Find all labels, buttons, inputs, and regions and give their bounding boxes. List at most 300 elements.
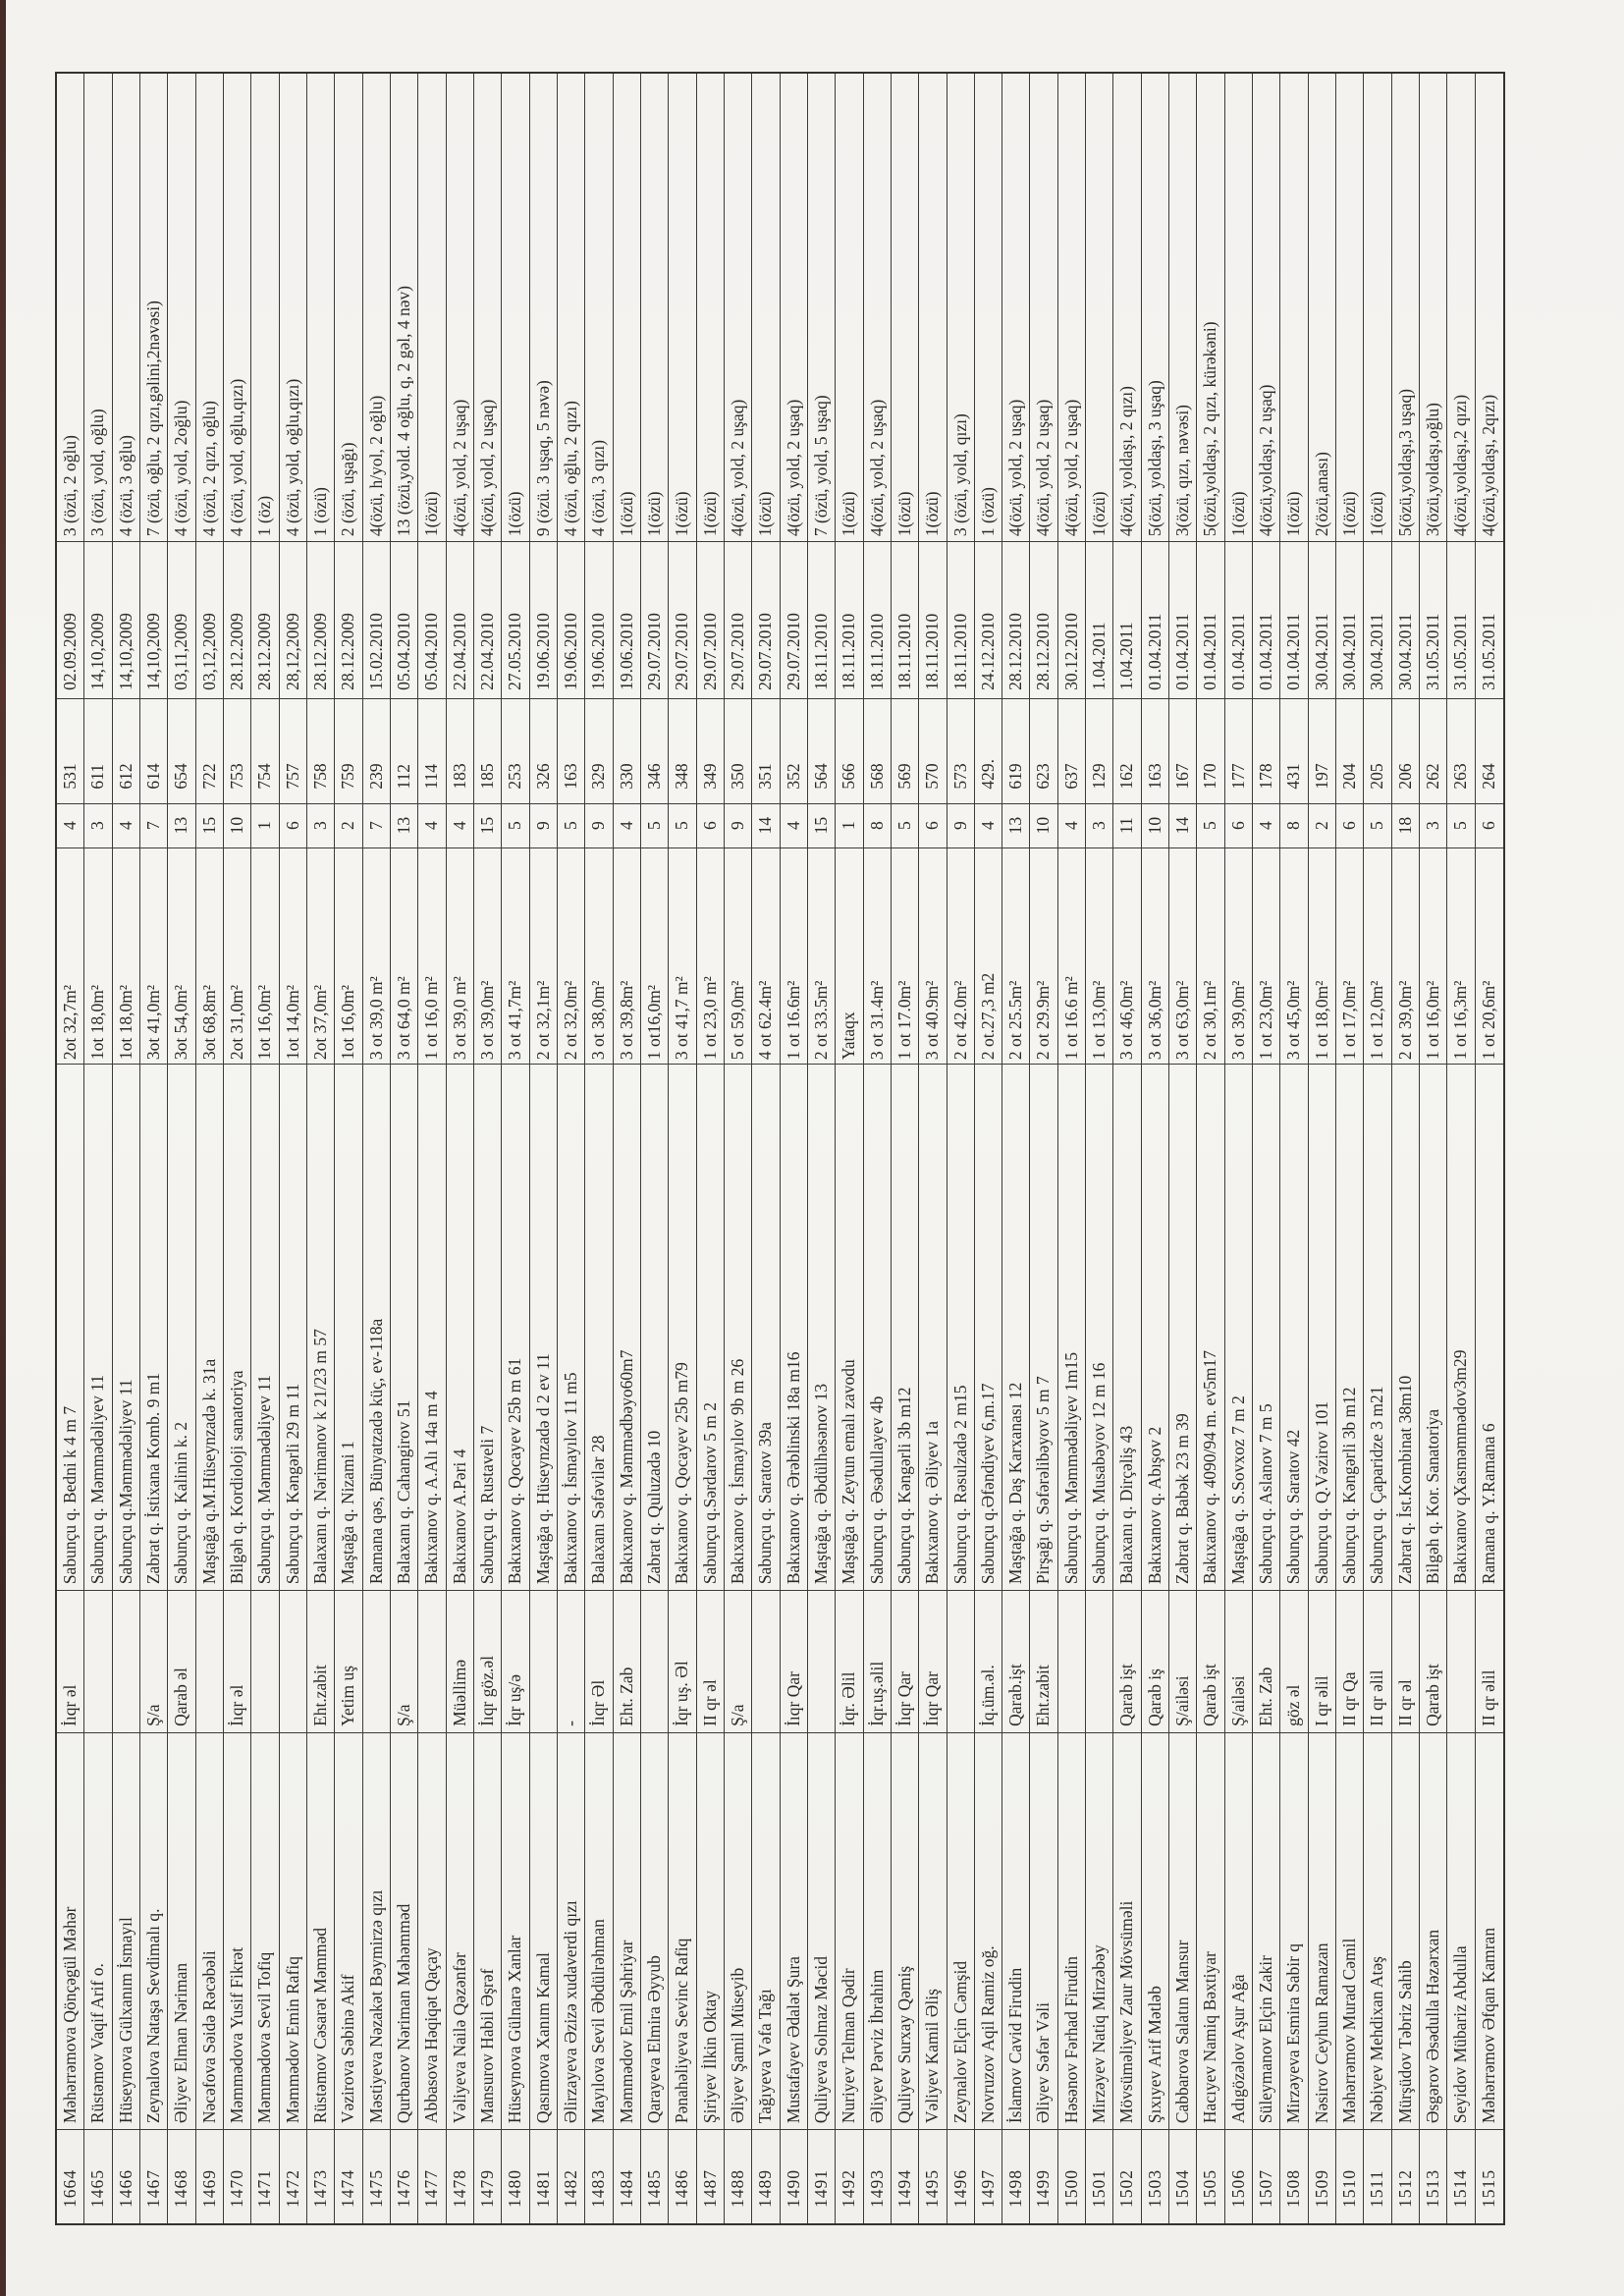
cell-area: 3 ot 41,7 m² — [669, 847, 695, 1065]
cell-n1: 3 — [1420, 803, 1446, 847]
cell-no: 1475 — [363, 2129, 390, 2223]
table-row — [251, 74, 279, 2223]
cell-family: 4(özü, yold, 2 uşaq) — [1005, 399, 1026, 537]
cell-date: 31.05.2011 — [1476, 541, 1503, 698]
cell-name: Pənahəliyeva Sevinc Rafiq — [669, 1732, 695, 2129]
scan-edge-shadow — [0, 0, 6, 2296]
cell-area: 1 ot 23,0 m² — [697, 847, 724, 1065]
cell-n1: 14 — [752, 803, 779, 847]
cell-family: 1(özü) — [755, 491, 776, 537]
cell-address: Maştağa q. Zeytun emalı zavodu — [836, 1064, 862, 1590]
cell-n2: 348 — [669, 698, 695, 803]
cell-address: Sabunçu q. Məmmədəliyev 11 — [251, 1064, 278, 1590]
cell-address: Bakıxanov q. İsmayılov 9b m 26 — [725, 1064, 751, 1590]
cell-name: Hüseynova Gülxanım İsmayıl — [113, 1732, 139, 2129]
cell-n1: 5 — [502, 803, 528, 847]
cell-n1: 15 — [196, 803, 223, 847]
cell-n1: 3 — [1086, 803, 1112, 847]
cell-area: 1ot 18,0m² — [113, 847, 139, 1065]
cell-category: II qr əl — [1392, 1590, 1419, 1732]
cell-category: Qarab əl — [168, 1590, 194, 1732]
cell-address: Sabunçu q.Əfəndiyev 6,m.17 — [975, 1064, 1001, 1590]
table-row — [1447, 74, 1475, 2223]
cell-date: 14,10,2009 — [84, 541, 111, 698]
cell-date: 28.12.2009 — [224, 541, 250, 698]
cell-family: 5(özü,yoldaşı, 2 qızı, kürəkəni) — [1200, 321, 1220, 537]
table-row — [1142, 74, 1169, 2223]
cell-area: 1 ot 16,3m² — [1447, 847, 1474, 1065]
cell-date: 1.04.2011 — [1086, 541, 1112, 698]
cell-address: Balaxanı q. Dirçəliş 43 — [1113, 1064, 1140, 1590]
cell-n1: 14 — [1169, 803, 1196, 847]
cell-date: 27.05.2010 — [502, 541, 528, 698]
cell-n1: 7 — [363, 803, 390, 847]
cell-family: 1 (özü) — [977, 487, 998, 537]
cell-date: 05.04.2010 — [418, 541, 445, 698]
cell-n2: 637 — [1058, 698, 1085, 803]
cell-date: 28.12.2009 — [335, 541, 361, 698]
cell-category: Qarab işt — [1420, 1590, 1446, 1732]
cell-n2: 431 — [1280, 698, 1307, 803]
cell-n1: 2 — [1309, 803, 1335, 847]
table-row — [808, 74, 836, 2223]
table-row — [836, 74, 863, 2223]
cell-n2: 611 — [84, 698, 111, 803]
table-row — [585, 74, 613, 2223]
cell-family: 4 (özü, 3 qızı) — [588, 439, 609, 537]
table-row — [1420, 74, 1447, 2223]
cell-n1: 5 — [1447, 803, 1474, 847]
cell-no: 1474 — [335, 2129, 361, 2223]
cell-area: 3 ot 64,0 m² — [391, 847, 417, 1065]
cell-name: Mövsüməliyev Zaur Mövsüməli — [1113, 1732, 1140, 2129]
cell-date: 29.07.2010 — [697, 541, 724, 698]
cell-category — [752, 1590, 779, 1732]
cell-category — [251, 1590, 278, 1732]
cell-family: 1(özü) — [1089, 491, 1110, 537]
cell-n1: 4 — [418, 803, 445, 847]
cell-name: Rüstəmov Cəsarət Məmməd — [307, 1732, 334, 2129]
cell-name: Süleymanov Elçin Zakir — [1253, 1732, 1279, 2129]
cell-date: 18.11.2010 — [892, 541, 918, 698]
cell-address: Sabunçu q. Çaparidze 3 m21 — [1364, 1064, 1390, 1590]
table-row — [752, 74, 780, 2223]
cell-name: Mustafayev Ədalət Şura — [781, 1732, 807, 2129]
cell-area: 5 ot 59,0m² — [725, 847, 751, 1065]
cell-no: 1472 — [280, 2129, 306, 2223]
table-row — [113, 74, 140, 2223]
cell-area: 1 ot 13,0m² — [1086, 847, 1112, 1065]
cell-n1: 1 — [836, 803, 862, 847]
cell-name: Şıxıyev Arif Mətləb — [1142, 1732, 1168, 2129]
cell-address: Sabunçu q.Məmmədəliyev 11 — [113, 1064, 139, 1590]
table-row — [196, 74, 224, 2223]
cell-address: Bakıxanov q. Abışov 2 — [1142, 1064, 1168, 1590]
cell-category: II qr əlil — [1364, 1590, 1390, 1732]
cell-category: İqr uş/ə — [502, 1590, 528, 1732]
cell-area: 2 ot 42.0m² — [947, 847, 974, 1065]
cell-name: Cabbarova Salatın Mansur — [1169, 1732, 1196, 2129]
cell-address: Sabunçu q. Bedni k 4 m 7 — [57, 1064, 83, 1590]
table-row — [84, 74, 112, 2223]
cell-name: Əliyev Elman Nəriman — [168, 1732, 194, 2129]
cell-category: Qarab işt — [1197, 1590, 1223, 1732]
cell-category: Ş/a — [391, 1590, 417, 1732]
cell-date: 01.04.2011 — [1197, 541, 1223, 698]
table-row — [1225, 74, 1253, 2223]
cell-family: 5(özü,yoldaşı,3 uşaq) — [1394, 388, 1415, 537]
cell-no: 1501 — [1086, 2129, 1112, 2223]
cell-no: 1511 — [1364, 2129, 1390, 2223]
cell-n2: 531 — [57, 698, 83, 803]
cell-address: Bakıxanov q. Məmmədbəyo60m7 — [614, 1064, 640, 1590]
cell-n2: 753 — [224, 698, 250, 803]
cell-name: Nəbiyev Mehdixan Atəş — [1364, 1732, 1390, 2129]
cell-area: 3 ot 38,0m² — [585, 847, 612, 1065]
cell-no: 1473 — [307, 2129, 334, 2223]
cell-name: İslamov Cavid Firudin — [1002, 1732, 1029, 2129]
cell-name: Qurbanov Nəriman Məhəmməd — [391, 1732, 417, 2129]
cell-name: Nəsirov Ceyhun Ramazan — [1309, 1732, 1335, 2129]
cell-n1: 5 — [1364, 803, 1390, 847]
cell-address: Balaxanı q. Nərimanov k 21/23 m 57 — [307, 1064, 334, 1590]
cell-family: 1(özü) — [421, 491, 442, 537]
cell-address: Zabrat q. İst.Kombinat 38m10 — [1392, 1064, 1419, 1590]
cell-name: Şiriyev İlkin Oktay — [697, 1732, 724, 2129]
cell-area: 3 ot 39,0 m² — [447, 847, 473, 1065]
cell-n2: 346 — [641, 698, 668, 803]
cell-n2: 167 — [1169, 698, 1196, 803]
cell-name: Mürşüdov Təbriz Sahib — [1392, 1732, 1419, 2129]
cell-category — [808, 1590, 835, 1732]
cell-name: Mirzəyeva Esmira Sabir q — [1280, 1732, 1307, 2129]
cell-area: 1 ot16,0m² — [641, 847, 668, 1065]
cell-date: 03,11,2009 — [168, 541, 194, 698]
cell-n1: 6 — [1476, 803, 1503, 847]
table-row — [224, 74, 251, 2223]
cell-area: 3 ot 36,0m² — [1142, 847, 1168, 1065]
cell-address: Zabrat q. Quluzadə 10 — [641, 1064, 668, 1590]
cell-date: 19.06.2010 — [614, 541, 640, 698]
cell-address: Balaxanı Səfəvilər 28 — [585, 1064, 612, 1590]
cell-n1: 6 — [1336, 803, 1363, 847]
cell-address: Bakıxanov qXasməmmədov3m29 — [1447, 1064, 1474, 1590]
cell-date: 29.07.2010 — [641, 541, 668, 698]
cell-name: Həsənov Fərhad Firudin — [1058, 1732, 1085, 2129]
cell-family: 4(özü,yoldaşı, 2 uşaq) — [1256, 384, 1276, 537]
table-row — [1280, 74, 1308, 2223]
cell-area: 2 ot 32,1m² — [530, 847, 557, 1065]
cell-area: 1 ot 23,0m² — [1253, 847, 1279, 1065]
table-row — [947, 74, 975, 2223]
cell-no: 1499 — [1030, 2129, 1056, 2223]
cell-n2: 330 — [614, 698, 640, 803]
cell-category: Ş/ailəsi — [1169, 1590, 1196, 1732]
cell-family: 1(özü) — [616, 491, 636, 537]
cell-date: 30.04.2011 — [1392, 541, 1419, 698]
cell-n2: 129 — [1086, 698, 1112, 803]
table-row — [1197, 74, 1224, 2223]
cell-family: 1(özü) — [1283, 491, 1304, 537]
cell-family: 3 (özü, 2 oğlu) — [60, 435, 80, 537]
cell-date: 29.07.2010 — [752, 541, 779, 698]
cell-no: 1482 — [558, 2129, 584, 2223]
cell-n2: 262 — [1420, 698, 1446, 803]
cell-n2: 429. — [975, 698, 1001, 803]
cell-no: 1505 — [1197, 2129, 1223, 2223]
cell-address: Bakıxanov q. İsmayılov 11 m5 — [558, 1064, 584, 1590]
table-row — [1086, 74, 1113, 2223]
cell-n2: 204 — [1336, 698, 1363, 803]
cell-category: I qr əlil — [1309, 1590, 1335, 1732]
cell-n2: 163 — [1142, 698, 1168, 803]
cell-area: 1 ot 18,0m² — [1309, 847, 1335, 1065]
cell-date: 19.06.2010 — [558, 541, 584, 698]
table-row — [391, 74, 418, 2223]
table-row — [697, 74, 725, 2223]
cell-no: 1476 — [391, 2129, 417, 2223]
cell-category: Yetim uş — [335, 1590, 361, 1732]
cell-address: Ramana qəs, Bünyatzadə küç, ev-118a — [363, 1064, 390, 1590]
cell-address: Bakıxanov q. Qocayev 25b m79 — [669, 1064, 695, 1590]
cell-family: 4(özü, h/yol, 2 oğlu) — [365, 395, 386, 537]
cell-n1: 9 — [530, 803, 557, 847]
cell-date: 19.06.2010 — [585, 541, 612, 698]
cell-address: Sabunçu q. Saratov 39a — [752, 1064, 779, 1590]
cell-name: Mayılova Sevil Əbdülrəhman — [585, 1732, 612, 2129]
cell-date: 30.04.2011 — [1309, 541, 1335, 698]
cell-category — [1058, 1590, 1085, 1732]
cell-date: 28.12.2009 — [307, 541, 334, 698]
cell-no: 1496 — [947, 2129, 974, 2223]
cell-no: 1465 — [84, 2129, 111, 2223]
cell-name: Hacıyev Namiq Bəxtiyar — [1197, 1732, 1223, 2129]
cell-family: 7 (özü, yold, 5 uşaq) — [810, 395, 831, 537]
table-row — [614, 74, 641, 2223]
cell-area: 3ot 41,0m² — [140, 847, 167, 1065]
cell-name: Abbasova Həqiqət Qaçay — [418, 1732, 445, 2129]
cell-no: 1515 — [1476, 2129, 1503, 2223]
cell-n2: 177 — [1225, 698, 1252, 803]
cell-date: 28.12.2010 — [1002, 541, 1029, 698]
cell-date: 14,10,2009 — [113, 541, 139, 698]
cell-no: 1512 — [1392, 2129, 1419, 2223]
cell-date: 28,12,2009 — [280, 541, 306, 698]
cell-no: 1494 — [892, 2129, 918, 2223]
cell-address: Sabunçu q. Kalinin k. 2 — [168, 1064, 194, 1590]
cell-n2: 114 — [418, 698, 445, 803]
cell-n2: 178 — [1253, 698, 1279, 803]
cell-area: 3 ot 45,0m² — [1280, 847, 1307, 1065]
cell-name: Zeynalova Nataşa Sevdimalı q. — [140, 1732, 167, 2129]
cell-date: 30.04.2011 — [1364, 541, 1390, 698]
cell-n1: 4 — [57, 803, 83, 847]
cell-name: Məhərrəmov Murad Cəmil — [1336, 1732, 1363, 2129]
cell-n1: 4 — [975, 803, 1001, 847]
cell-n1: 11 — [1113, 803, 1140, 847]
cell-no: 1664 — [57, 2129, 83, 2223]
cell-address: Zabrat q. İstixana Komb. 9 m1 — [140, 1064, 167, 1590]
cell-address: Bilgəh q. Kordioloji sanatoriya — [224, 1064, 250, 1590]
cell-no: 1490 — [781, 2129, 807, 2223]
cell-category: Eht. Zab — [614, 1590, 640, 1732]
cell-no: 1506 — [1225, 2129, 1252, 2223]
cell-n2: 614 — [140, 698, 167, 803]
cell-area: Yataqx — [836, 847, 862, 1065]
cell-address: Pirşağı q. Səfərəlibəyov 5 m 7 — [1030, 1064, 1056, 1590]
cell-address: Maştağa q.M.Hüseynzadə k. 31a — [196, 1064, 223, 1590]
cell-category: İıqr Qar — [781, 1590, 807, 1732]
cell-n1: 9 — [585, 803, 612, 847]
cell-address: Maştağa q. Əbdülhəsənov 13 — [808, 1064, 835, 1590]
cell-no: 1489 — [752, 2129, 779, 2223]
cell-n2: 185 — [474, 698, 501, 803]
cell-category — [641, 1590, 668, 1732]
cell-n2: 263 — [1447, 698, 1474, 803]
cell-area: 4 ot 62.4m² — [752, 847, 779, 1065]
cell-address: Bakıxanov q. Ərəblinski 18a m16 — [781, 1064, 807, 1590]
table-row — [1309, 74, 1336, 2223]
cell-date: 15.02.2010 — [363, 541, 390, 698]
table-row — [447, 74, 474, 2223]
cell-name: Məhərrəmov Əfqan Kamran — [1476, 1732, 1503, 2129]
cell-n2: 206 — [1392, 698, 1419, 803]
table-row — [418, 74, 446, 2223]
cell-name: Əlirzayeva Əzizə xudaverdi qızı — [558, 1732, 584, 2129]
cell-family: 4 (özü, oğlu, 2 qızı) — [560, 401, 580, 537]
cell-date: 18.11.2010 — [947, 541, 974, 698]
table-row — [1113, 74, 1141, 2223]
cell-category: II qr əl — [697, 1590, 724, 1732]
cell-family: 1(özü) — [1367, 491, 1387, 537]
table-row — [1336, 74, 1364, 2223]
cell-date: 05.04.2010 — [391, 541, 417, 698]
cell-area: 3 ot 39,0m² — [1225, 847, 1252, 1065]
cell-area: 2 ot 29.9m² — [1030, 847, 1056, 1065]
cell-no: 1495 — [919, 2129, 946, 2223]
cell-n1: 2 — [335, 803, 361, 847]
cell-area: 1 ot 16.6m² — [781, 847, 807, 1065]
cell-category: Eht. Zab — [1253, 1590, 1279, 1732]
cell-date: 01.04.2011 — [1253, 541, 1279, 698]
cell-address: Sabunçu q. Məmmədəliyev 11 — [84, 1064, 111, 1590]
cell-area: 1 ot 16,0m² — [1420, 847, 1446, 1065]
cell-name: Tağıyeva Vəfa Tağı — [752, 1732, 779, 2129]
cell-n2: 162 — [1113, 698, 1140, 803]
cell-no: 1508 — [1280, 2129, 1307, 2223]
table-row — [1030, 74, 1057, 2223]
cell-address: Maştağa q. Hüseynzadə d 2 ev 11 — [530, 1064, 557, 1590]
cell-area: 1ot 18,0m² — [84, 847, 111, 1065]
cell-family: 7 (özü, oğlu, 2 qızı,gəlini,2nəvəsi) — [142, 301, 163, 537]
cell-category: Ş/ailəsi — [1225, 1590, 1252, 1732]
cell-name: Məhərrəmova Qönçəgül Məhər — [57, 1732, 83, 2129]
cell-category — [1447, 1590, 1474, 1732]
cell-n1: 5 — [641, 803, 668, 847]
cell-category — [196, 1590, 223, 1732]
cell-date: 28.12.2009 — [251, 541, 278, 698]
cell-name: Hüseynova Gülnarə Xanlar — [502, 1732, 528, 2129]
cell-no: 1497 — [975, 2129, 1001, 2223]
cell-n1: 4 — [113, 803, 139, 847]
cell-address: Bakıxanov A.Pəri 4 — [447, 1064, 473, 1590]
cell-address: Sabunçu q. Kəngərli 3b m12 — [1336, 1064, 1363, 1590]
cell-family: 4(özü, yold, 2 uşaq) — [783, 399, 803, 537]
cell-n2: 612 — [113, 698, 139, 803]
cell-area: 3 ot 39,8m² — [614, 847, 640, 1065]
cell-family: 1(özü) — [839, 491, 859, 537]
cell-n1: 9 — [725, 803, 751, 847]
cell-area: 1ot 14,0m² — [280, 847, 306, 1065]
cell-address: Maştağa q. S.Sovxoz 7 m 2 — [1225, 1064, 1252, 1590]
cell-n2: 564 — [808, 698, 835, 803]
cell-category: Eht.zabit — [1030, 1590, 1056, 1732]
cell-category — [113, 1590, 139, 1732]
cell-n2: 570 — [919, 698, 946, 803]
cell-date: 1.04.2011 — [1113, 541, 1140, 698]
cell-category: İıqr göz.əl — [474, 1590, 501, 1732]
cell-address: Sabunçu q.Sərdarov 5 m 2 — [697, 1064, 724, 1590]
cell-address: Balaxanı q. Cahangirov 51 — [391, 1064, 417, 1590]
cell-area: 3 ot 41,7m² — [502, 847, 528, 1065]
cell-n2: 170 — [1197, 698, 1223, 803]
cell-category: Ş/a — [140, 1590, 167, 1732]
cell-area: 1 ot 12,0m² — [1364, 847, 1390, 1065]
table-row — [1253, 74, 1280, 2223]
cell-area: 2ot 31,0m² — [224, 847, 250, 1065]
cell-area: 2ot 37,0m² — [307, 847, 334, 1065]
cell-no: 1483 — [585, 2129, 612, 2223]
cell-n1: 10 — [224, 803, 250, 847]
cell-name: Əliyev Səfər Vəli — [1030, 1732, 1056, 2129]
cell-category: İqr. Əlil — [836, 1590, 862, 1732]
cell-family: 1(özü) — [672, 491, 692, 537]
cell-area: 3 ot 39,0m² — [474, 847, 501, 1065]
cell-area: 1 ot 17.0m² — [892, 847, 918, 1065]
cell-n1: 3 — [307, 803, 334, 847]
cell-n1: 4 — [1058, 803, 1085, 847]
cell-area: 3ot 54,0m² — [168, 847, 194, 1065]
cell-no: 1510 — [1336, 2129, 1363, 2223]
cell-family: 1 (özü) — [309, 487, 330, 537]
cell-name: Məmmədova Yusif Fikrət — [224, 1732, 250, 2129]
cell-no: 1487 — [697, 2129, 724, 2223]
cell-date: 29.07.2010 — [669, 541, 695, 698]
table-row — [892, 74, 919, 2223]
table-row — [1364, 74, 1391, 2223]
cell-area: 1 ot 17,0m² — [1336, 847, 1363, 1065]
cell-address: Maştağa q. Nizami 1 — [335, 1064, 361, 1590]
cell-category: İqr.uş.əlil — [864, 1590, 891, 1732]
cell-family: 4(özü, yold, 2 uşaq) — [476, 399, 497, 537]
cell-no: 1477 — [418, 2129, 445, 2223]
cell-n2: 350 — [725, 698, 751, 803]
cell-n1: 1 — [251, 803, 278, 847]
cell-address: Maştağa q. Daş Karxanası 12 — [1002, 1064, 1029, 1590]
cell-address: Sabunçu q. Aslanov 7 m 5 — [1253, 1064, 1279, 1590]
cell-address: Sabunçu q. Rustaveli 7 — [474, 1064, 501, 1590]
cell-no: 1513 — [1420, 2129, 1446, 2223]
cell-date: 18.11.2010 — [919, 541, 946, 698]
cell-n1: 13 — [168, 803, 194, 847]
cell-n1: 5 — [1197, 803, 1223, 847]
table-row — [502, 74, 529, 2223]
cell-date: 28.12.2010 — [1030, 541, 1056, 698]
cell-no: 1503 — [1142, 2129, 1168, 2223]
cell-family: 4(özü, yold, 2 uşaq) — [1060, 399, 1081, 537]
cell-area: 2 ot 25.5m² — [1002, 847, 1029, 1065]
table-row — [307, 74, 335, 2223]
